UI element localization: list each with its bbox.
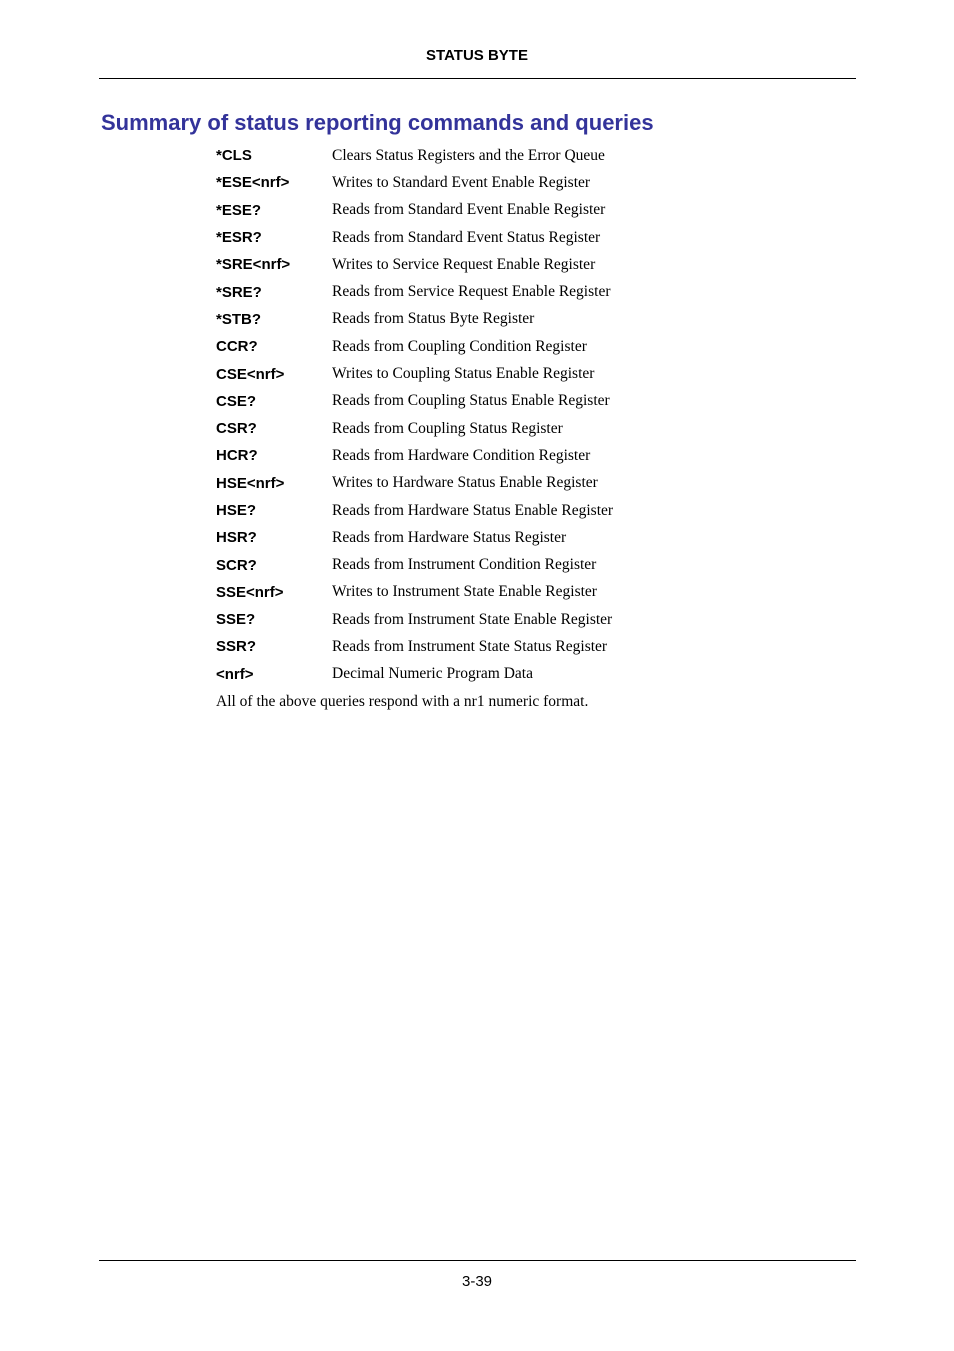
command-row <box>216 606 613 633</box>
command-row <box>216 278 613 305</box>
command-row <box>216 497 613 524</box>
command-description: Reads from Hardware Status Enable Register <box>332 501 614 519</box>
footnote: All of the above queries respond with a nr1 numeric format. <box>216 693 589 710</box>
command-name: CSR? <box>216 420 257 438</box>
command-name: HCR? <box>216 447 258 465</box>
section-title: Summary of status reporting commands and queries <box>101 110 654 135</box>
command-name: *CLS <box>216 147 252 165</box>
command-description: Writes to Coupling Status Enable Register <box>332 365 595 383</box>
command-description: Writes to Hardware Status Enable Register <box>332 474 598 492</box>
command-row <box>216 142 613 169</box>
command-name: *ESR? <box>216 229 262 247</box>
command-description: Writes to Standard Event Enable Register <box>332 173 591 191</box>
command-description: Writes to Service Request Enable Register <box>332 255 596 273</box>
command-description: Reads from Service Request Enable Register <box>332 283 611 301</box>
command-name: *SRE<nrf> <box>216 256 291 274</box>
command-row <box>216 251 613 278</box>
page-number: 3-39 <box>461 1273 493 1290</box>
command-description: Clears Status Registers and the Error Queue <box>332 146 605 164</box>
command-description: Reads from Instrument State Enable Register <box>332 610 613 628</box>
command-description: Reads from Hardware Condition Register <box>332 446 591 464</box>
command-row <box>216 224 613 251</box>
command-description: Reads from Instrument State Status Register <box>332 637 608 655</box>
command-row <box>216 306 613 333</box>
command-row <box>216 661 613 688</box>
command-name: SSE? <box>216 611 256 629</box>
command-row <box>216 551 613 578</box>
command-name: *ESE? <box>216 201 262 219</box>
command-name: *ESE<nrf> <box>216 174 290 192</box>
command-name: SSR? <box>216 638 257 656</box>
command-list <box>216 142 613 688</box>
command-description: Reads from Status Byte Register <box>332 310 535 328</box>
command-row <box>216 415 613 442</box>
command-row <box>216 333 613 360</box>
command-row <box>216 360 613 387</box>
command-row <box>216 442 613 469</box>
command-row <box>216 470 613 497</box>
command-name: SCR? <box>216 556 257 574</box>
command-name: HSE<nrf> <box>216 474 285 492</box>
command-row <box>216 579 613 606</box>
command-name: HSE? <box>216 502 257 519</box>
command-row <box>216 633 613 660</box>
command-description: Reads from Coupling Condition Register <box>332 337 587 355</box>
command-description: Reads from Instrument Condition Register <box>332 556 597 574</box>
header-divider <box>99 78 856 79</box>
command-name: *STB? <box>216 310 261 328</box>
command-description: Reads from Standard Event Status Register <box>332 228 601 246</box>
command-name: CCR? <box>216 338 258 356</box>
command-description: Reads from Hardware Status Register <box>332 528 567 546</box>
command-name: CSE? <box>216 392 257 410</box>
command-name: <nrf> <box>216 665 254 683</box>
command-row <box>216 524 613 551</box>
command-name: SSE<nrf> <box>216 583 284 601</box>
command-name: HSR? <box>216 529 257 547</box>
command-description: Reads from Coupling Status Register <box>332 419 563 437</box>
command-description: Decimal Numeric Program Data <box>332 665 533 683</box>
command-row <box>216 169 613 196</box>
command-row <box>216 388 613 415</box>
command-description: Reads from Coupling Status Enable Register <box>332 392 610 410</box>
command-description: Writes to Instrument State Enable Register <box>332 583 597 601</box>
command-name: CSE<nrf> <box>216 365 285 383</box>
running-header: STATUS BYTE <box>426 47 528 64</box>
command-row <box>216 197 613 224</box>
command-description: Reads from Standard Event Enable Register <box>332 201 606 219</box>
command-name: *SRE? <box>216 283 262 301</box>
footer-divider <box>99 1260 856 1261</box>
